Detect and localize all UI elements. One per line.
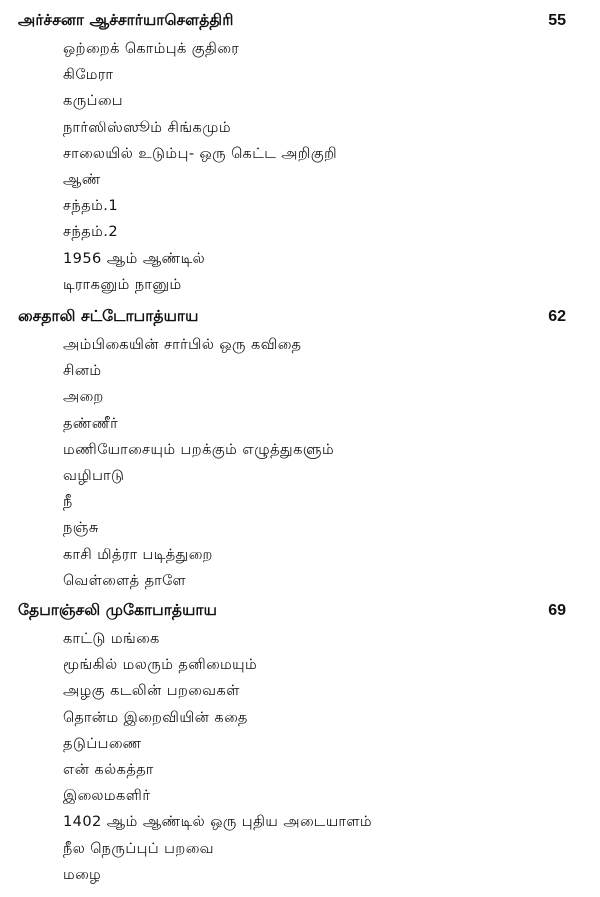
poem-title: மழை bbox=[63, 865, 102, 883]
section-header bbox=[18, 304, 566, 330]
page-number: 55 bbox=[548, 12, 566, 29]
page-number: 62 bbox=[548, 308, 566, 325]
poem-title: காட்டு மங்கை bbox=[63, 630, 160, 647]
poem-title: தடுப்பணை bbox=[63, 734, 142, 752]
poem-title: 1402 ஆம் ஆண்டில் ஒரு புதிய அடையாளம் bbox=[63, 813, 373, 831]
section-header bbox=[18, 598, 566, 624]
poem-list bbox=[63, 36, 337, 298]
poem-title: அறை bbox=[63, 388, 104, 406]
poem-title: நஞ்சு bbox=[63, 519, 99, 537]
poem-title: சந்தம்.1 bbox=[63, 197, 119, 215]
poem-title: டிராகனும் நானும் bbox=[63, 275, 182, 293]
author-name: சைதாலி சட்டோபாத்யாய bbox=[18, 307, 199, 325]
poem-title: தொன்ம இறைவியின் கதை bbox=[63, 708, 248, 726]
poem-list bbox=[63, 332, 334, 594]
poem-title: சந்தம்.2 bbox=[63, 223, 119, 241]
poem-title: மூங்கில் மலரும் தனிமையும் bbox=[63, 656, 258, 674]
poem-title: சாலையில் உடும்பு- ஒரு கெட்ட அறிகுறி bbox=[63, 144, 338, 162]
poem-title: நீ bbox=[63, 493, 73, 511]
poem-title: வெள்ளைத் தாளே bbox=[63, 571, 187, 589]
poem-title: கிமேரா bbox=[63, 66, 114, 84]
poem-title: மணியோசையும் பறக்கும் எழுத்துகளும் bbox=[63, 440, 335, 458]
poem-title: ஆண் bbox=[63, 170, 101, 188]
poem-title: சினம் bbox=[63, 362, 102, 380]
poem-title: 1956 ஆம் ஆண்டில் bbox=[63, 249, 206, 267]
poem-title: காசி மித்ரா படித்துறை bbox=[63, 545, 213, 563]
poem-title: வழிபாடு bbox=[63, 466, 125, 484]
author-name: தேபாஞ்சலி முகோபாத்யாய bbox=[18, 601, 217, 619]
poem-title: நீல நெருப்புப் பறவை bbox=[63, 839, 214, 857]
author-name: அர்ச்சனா ஆச்சார்யாசௌத்திரி bbox=[18, 11, 234, 29]
poem-title: என் கல்கத்தா bbox=[63, 760, 154, 778]
poem-title: நார்ஸிஸ்ஸூம் சிங்கமும் bbox=[63, 118, 231, 136]
page-number: 69 bbox=[548, 602, 566, 619]
poem-title: ஒற்றைக் கொம்புக் குதிரை bbox=[63, 40, 240, 57]
poem-title: தண்ணீர் bbox=[63, 414, 119, 432]
poem-title: இலைமகளிர் bbox=[63, 787, 151, 805]
poem-title: அம்பிகையின் சார்பில் ஒரு கவிதை bbox=[63, 336, 302, 353]
poem-list bbox=[63, 626, 372, 888]
section-header bbox=[18, 8, 566, 34]
poem-title: கருப்பை bbox=[63, 92, 123, 110]
poem-title: அழகு கடலின் பறவைகள் bbox=[63, 682, 240, 700]
